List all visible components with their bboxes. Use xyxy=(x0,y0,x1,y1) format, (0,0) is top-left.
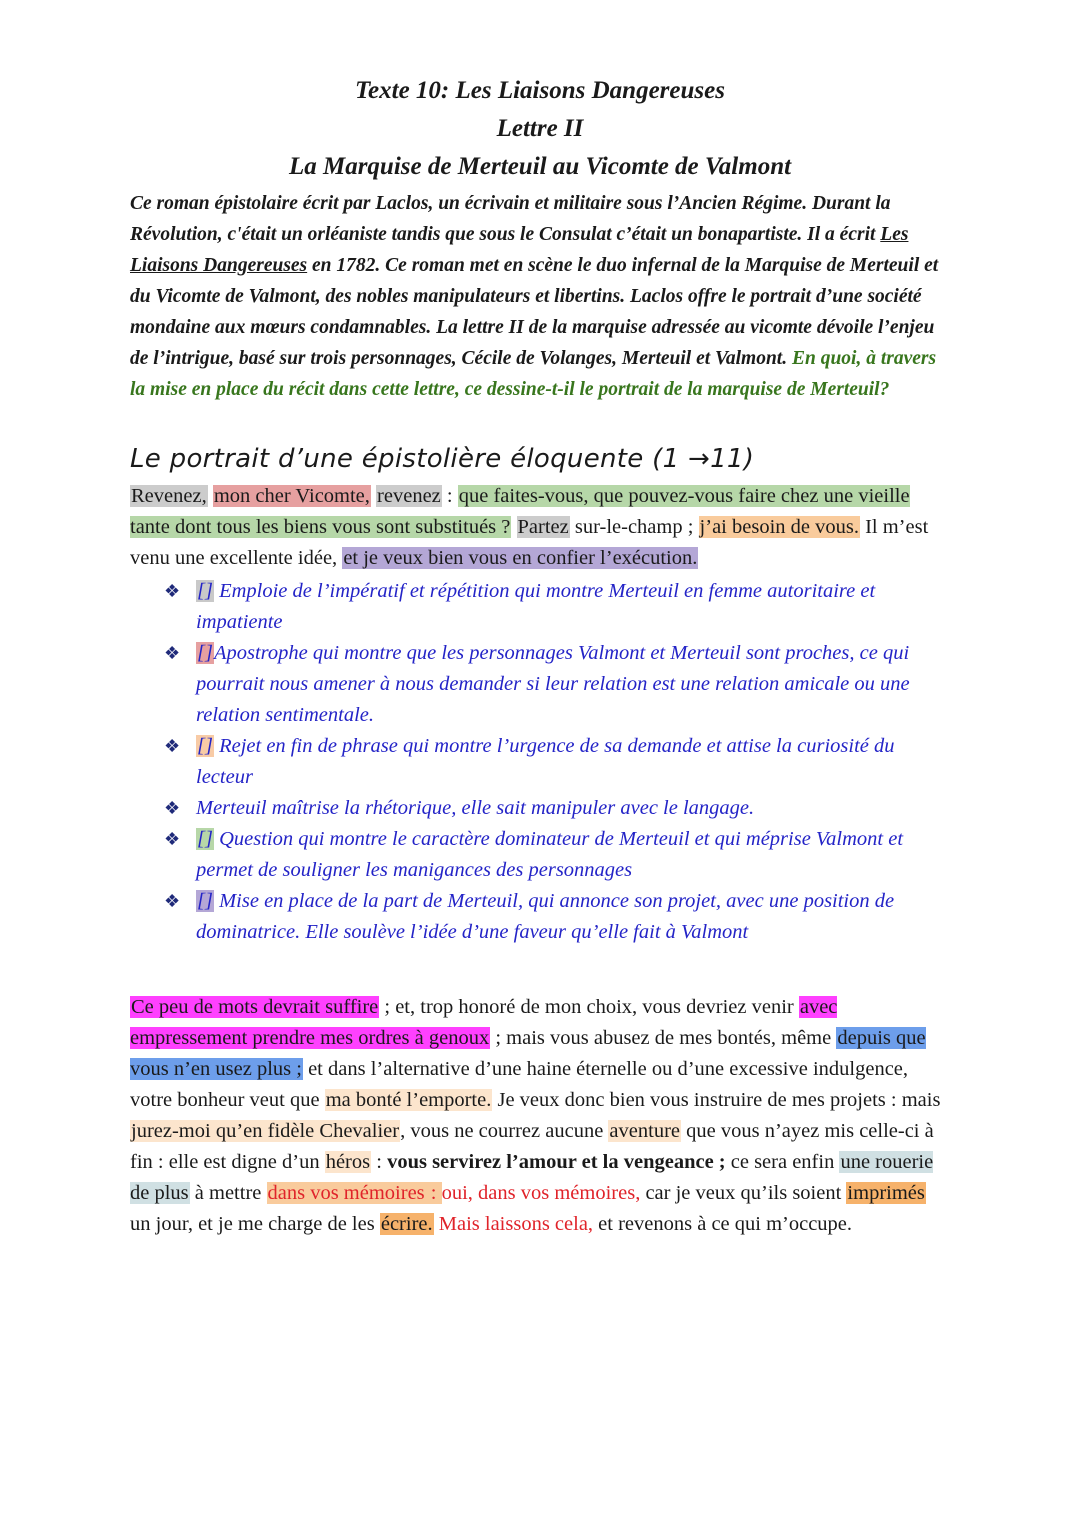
highlight-imperative: Revenez, xyxy=(131,485,207,507)
color-key: [] xyxy=(197,735,213,757)
highlight-amber: écrire. xyxy=(380,1213,433,1235)
passage-text: car je veux qu’ils soient xyxy=(640,1182,847,1204)
spacer xyxy=(130,948,950,992)
analysis-text: Rejet en fin de phrase qui montre l’urgence de sa demande et attise la curiosité du lecteur xyxy=(196,735,895,788)
passage-text: Il m’est venu une excellente idée, xyxy=(130,516,929,569)
passage-text: ; et, trop honoré de mon choix, vous devriez venir xyxy=(379,996,799,1018)
intro-text-2: en 1782. Ce roman met en scène le duo infernal de la Marquise de Merteuil et du Vicomte de Valmont, des nobles manipulateurs et libertins. Laclos offre le portrait d’une société mondaine aux mœurs condamnables. La lettre II de la marquise adressée au vicomte dévoile l’enjeu de l’intrigue, basé sur trois personnages, Cécile de Volanges, Merteuil et Valmont. xyxy=(130,255,939,369)
book-title: Les Liaisons Dangereuses xyxy=(130,224,909,276)
analysis-text: Emploie de l’impératif et répétition qui montre Merteuil en femme autoritaire et impatiente xyxy=(196,580,876,633)
bold-text: et la vengeance ; xyxy=(576,1151,726,1173)
highlight-peach: jurez-moi qu’en fidèle Chevalier xyxy=(131,1120,400,1142)
highlight-magenta: avec empressement prendre mes ordres à genoux xyxy=(130,996,838,1049)
passage-text: et revenons à ce qui m’occupe. xyxy=(593,1213,853,1235)
diamond-bullet-icon: ❖ xyxy=(164,643,181,663)
problematic-question: En quoi, à travers la mise en place du récit dans cette lettre, ce dessine-t-il le portrait de la marquise de Merteuil? xyxy=(130,348,937,400)
excerpt-passage-1 xyxy=(130,481,950,574)
passage-text: , vous ne courrez aucune xyxy=(400,1120,609,1142)
analysis-text: Merteuil maîtrise la rhétorique, elle sait manipuler avec le langage. xyxy=(196,797,755,819)
analysis-text: Question qui montre le caractère dominateur de Merteuil et qui méprise Valmont et permet de souligner les manigances des personnages xyxy=(196,828,904,881)
list-item xyxy=(164,793,950,824)
intro-text-1: Ce roman épistolaire écrit par Laclos, un écrivain et militaire sous l’Ancien Régime. Durant la Révolution, c'était un orléaniste tandis que sous le Consulat c’était un bonapartiste. Il a écrit xyxy=(130,193,891,245)
passage-text: ce sera enfin xyxy=(725,1151,840,1173)
passage-text: que vous n’ayez mis celle-ci à fin : elle est digne d’un xyxy=(130,1120,934,1173)
highlight-rejet: j’ai besoin de vous. xyxy=(699,516,859,538)
document-page xyxy=(130,72,950,1240)
diamond-bullet-icon: ❖ xyxy=(164,581,181,601)
highlight-peach: héros xyxy=(325,1151,371,1173)
diamond-bullet-icon: ❖ xyxy=(164,736,181,756)
highlight-blue: depuis que vous n’en usez plus ; xyxy=(130,1027,926,1080)
diamond-bullet-icon: ❖ xyxy=(164,891,181,911)
highlight-amber: imprimés xyxy=(847,1182,925,1204)
list-item xyxy=(164,576,950,638)
diamond-bullet-icon: ❖ xyxy=(164,829,181,849)
passage-text: sur-le-champ ; xyxy=(569,516,699,538)
bold-text: vous servirez l’amour xyxy=(387,1151,577,1173)
color-key: [] xyxy=(197,828,213,850)
passage-text: et dans l’alternative d’une haine éternelle ou d’une excessive indulgence, votre bonheur veut que xyxy=(130,1058,909,1111)
highlight-peach: aventure xyxy=(609,1120,680,1142)
red-text: Mais laissons cela, xyxy=(438,1213,594,1235)
highlight-question: que faites-vous, que pouvez-vous faire chez une vieille tante dont tous les biens vous sont substitués ? xyxy=(130,485,910,538)
analysis-text: Mise en place de la part de Merteuil, qui annonce son projet, avec une position de dominatrice. Elle soulève l’idée d’une faveur qu’elle fait à Valmont xyxy=(196,890,895,943)
highlight-orange-red: dans vos mémoires xyxy=(267,1182,425,1204)
color-key: [] xyxy=(197,890,213,912)
passage-text: Je veux donc bien vous instruire de mes projets : mais xyxy=(492,1089,941,1111)
list-item xyxy=(164,824,950,886)
highlight-lightblue: une rouerie de plus xyxy=(130,1151,934,1204)
passage-text: : xyxy=(441,485,458,507)
passage-text xyxy=(511,516,516,538)
passage-text: un jour, et je me charge de les xyxy=(130,1213,380,1235)
analysis-text: Apostrophe qui montre que les personnages Valmont et Merteuil sont proches, ce qui pourrait nous amener à nous demander si leur relation est une relation amicale ou une relation sentimentale. xyxy=(196,642,910,726)
analysis-list xyxy=(130,576,950,948)
color-key: [] xyxy=(197,642,213,664)
red-text: oui, dans vos mémoires, xyxy=(441,1182,641,1204)
list-item xyxy=(164,638,950,731)
section-heading: Le portrait d’une épistolière éloquente (1 →11) xyxy=(130,444,755,474)
passage-text: à mettre xyxy=(189,1182,267,1204)
highlight-apostrophe: mon cher Vicomte, xyxy=(213,485,370,507)
letter-subtitle: La Marquise de Merteuil au Vicomte de Valmont xyxy=(288,153,792,180)
highlight-magenta: Ce peu de mots devrait suffire xyxy=(131,996,379,1018)
highlight-imperative: revenez xyxy=(377,485,441,507)
highlight-orange-red: : xyxy=(425,1182,442,1204)
letter-number: Lettre II xyxy=(496,115,584,142)
introduction-paragraph xyxy=(130,188,950,405)
list-item xyxy=(164,731,950,793)
excerpt-passage-2 xyxy=(130,992,950,1240)
highlight-imperative: Partez xyxy=(517,516,569,538)
list-item xyxy=(164,886,950,948)
highlight-peach: ma bonté l’emporte. xyxy=(325,1089,492,1111)
color-key: [] xyxy=(197,580,213,602)
highlight-mise-en-place: et je veux bien vous en confier l’exécution. xyxy=(343,547,698,569)
passage-text: : xyxy=(371,1151,388,1173)
document-title: Texte 10: Les Liaisons Dangereuses xyxy=(355,77,725,104)
passage-text: ; mais vous abusez de mes bontés, même xyxy=(490,1027,837,1049)
diamond-bullet-icon: ❖ xyxy=(164,798,181,818)
